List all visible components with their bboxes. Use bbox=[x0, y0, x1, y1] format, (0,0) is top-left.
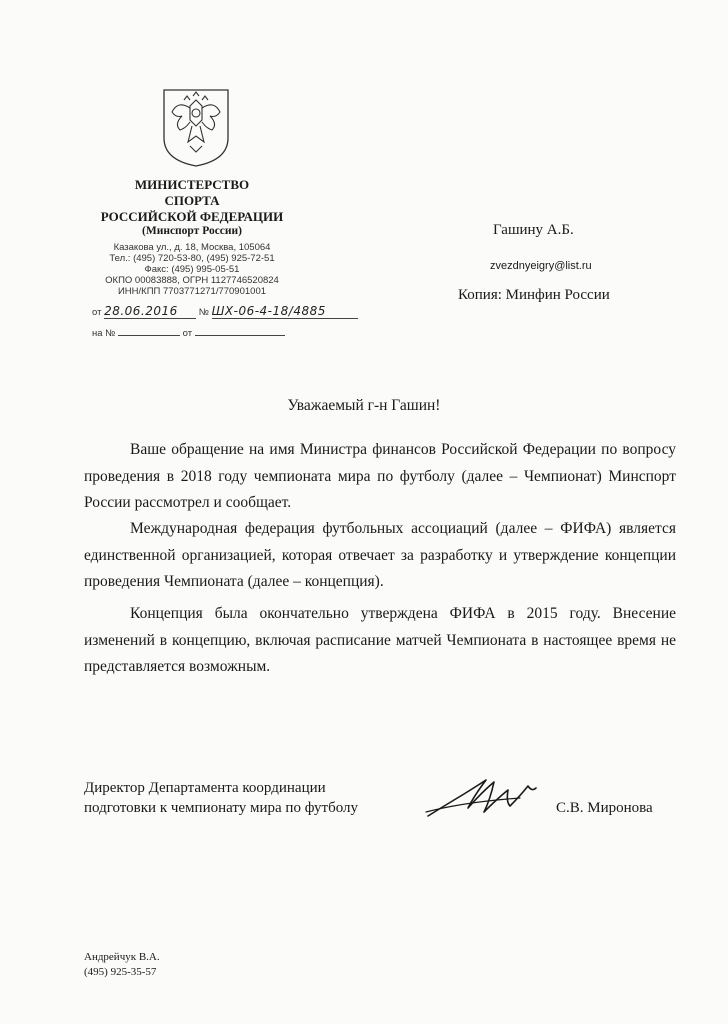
salutation: Уважаемый г-н Гашин! bbox=[287, 397, 441, 414]
in-reply-from-label: от bbox=[182, 328, 193, 339]
ministry-address: Казакова ул., д. 18, Москва, 105064 bbox=[113, 242, 271, 253]
ministry-okpo: ОКПО 00083888, ОГРН 1127746520824 bbox=[105, 275, 279, 286]
signatory-position-line-2: подготовки к чемпионату мира по футболу bbox=[84, 800, 359, 816]
ministry-line-2: СПОРТА bbox=[164, 193, 220, 208]
outgoing-reference bbox=[92, 304, 358, 319]
in-reply-number-blank bbox=[118, 325, 180, 336]
ministry-fax: Факс: (495) 995-05-51 bbox=[144, 264, 240, 275]
outgoing-date: 28.06.2016 bbox=[104, 304, 196, 319]
from-label: от bbox=[92, 307, 102, 318]
signatory-position-line-1: Директор Департамента координации bbox=[84, 780, 326, 796]
paragraph-1: Ваше обращение на имя Министра финансов Российской Федерации по вопросу проведения в 2018 году чемпионата мира по футболу (далее – Чемпионат) Минспорт России рассмотрел и сообщает. bbox=[84, 441, 676, 511]
copy-recipient: Копия: Минфин России bbox=[458, 287, 610, 303]
paragraph-3: Концепция была окончательно утверждена ФИФА в 2015 году. Внесение изменений в концепцию, включая расписание матчей Чемпионата в настоящее время не представляется возможным. bbox=[84, 605, 676, 675]
in-reply-date-blank bbox=[195, 325, 285, 336]
incoming-reference bbox=[92, 325, 285, 339]
addressee-name: Гашину А.Б. bbox=[493, 222, 574, 238]
signatory-name: С.В. Миронова bbox=[556, 800, 653, 816]
ministry-line-1: МИНИСТЕРСТВО bbox=[134, 177, 250, 192]
handwritten-signature-icon bbox=[424, 772, 544, 822]
in-reply-label: на № bbox=[92, 328, 116, 339]
coat-of-arms-icon bbox=[160, 86, 232, 168]
ministry-line-3: РОССИЙСКОЙ ФЕДЕРАЦИИ bbox=[100, 209, 284, 224]
executor-name: Андрейчук В.А. bbox=[84, 951, 160, 963]
ministry-inn: ИНН/КПП 7703771271/770901001 bbox=[117, 286, 267, 297]
outgoing-number: ШХ-06-4-18/4885 bbox=[212, 304, 358, 319]
ministry-short-name: (Минспорт России) bbox=[142, 225, 242, 237]
number-label: № bbox=[198, 307, 209, 318]
paragraph-2: Международная федерация футбольных ассоциаций (далее – ФИФА) является единственной организацией, которая отвечает за разработку и утверждение концепции проведения Чемпионата (далее – концепция). bbox=[84, 520, 676, 590]
addressee-email: zvezdnyeigry@list.ru bbox=[490, 260, 592, 272]
executor-phone: (495) 925-35-57 bbox=[84, 966, 157, 978]
ministry-phones: Тел.: (495) 720-53-80, (495) 925-72-51 bbox=[109, 253, 275, 264]
